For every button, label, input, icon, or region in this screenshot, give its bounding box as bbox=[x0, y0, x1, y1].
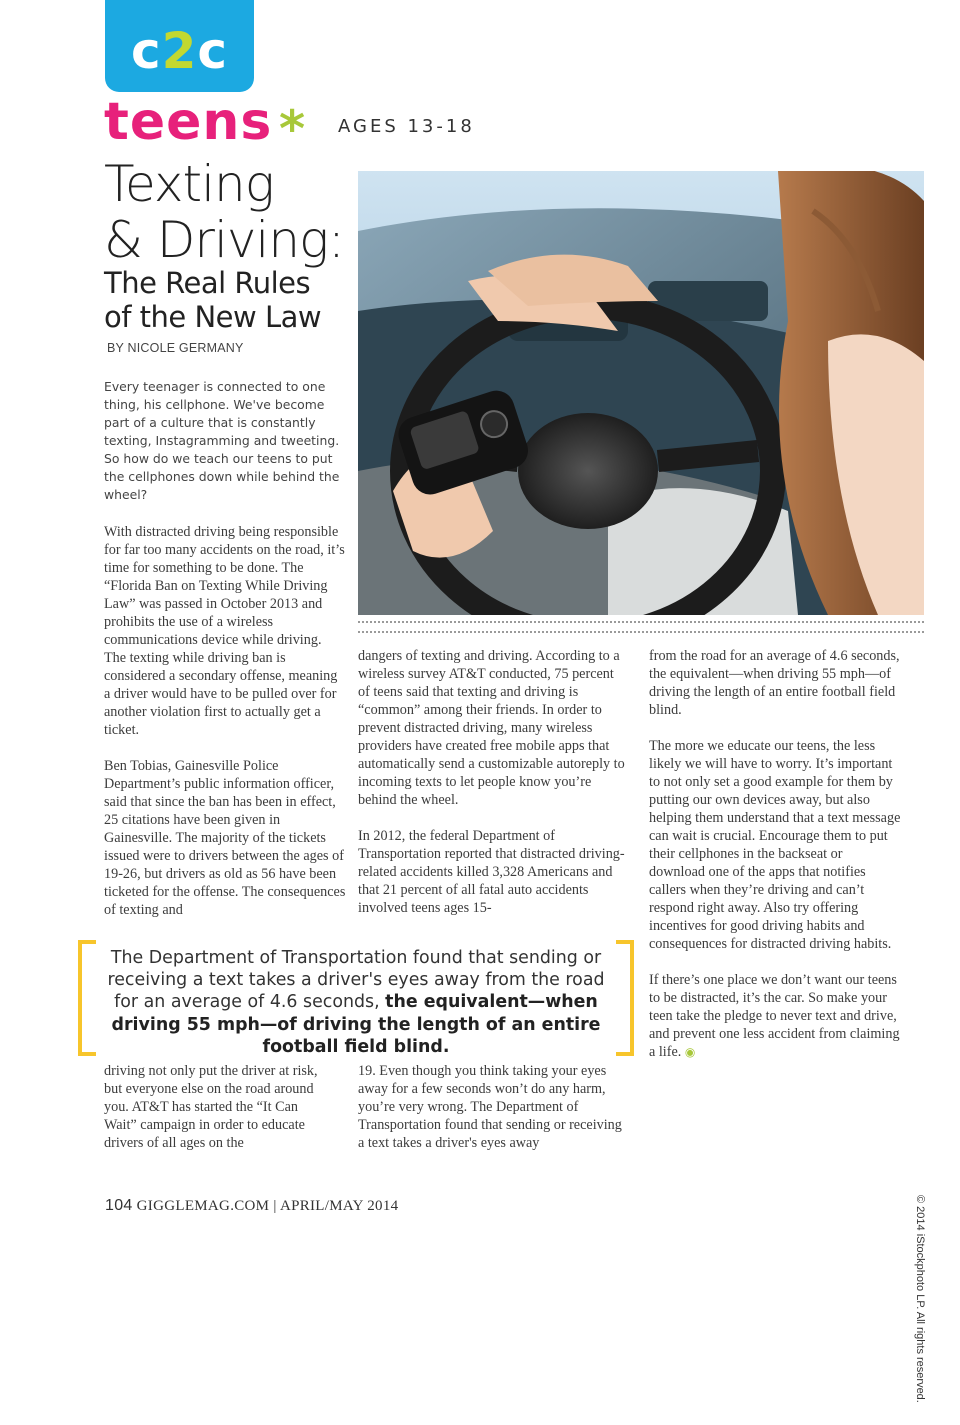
paragraph: If there’s one place we don’t want our teens to be distracted, it’s the car. So make your teen take the pledge to never text and drive, and prevent one less accident from claiming a life. ◉ bbox=[649, 972, 900, 1060]
pull-quote-text: The Department of Transportation found that sending or receiving a text takes a driver's eyes away from the road for an average of 4.6 seconds, the equivalent—when driving 55 mph—of driving the length of an entire football field blind. bbox=[107, 948, 605, 1057]
paragraph: The more we educate our teens, the less likely we will have to worry. It’s important to not only set a good example for them by putting our own devices away, but also helping them understand that a text message can wait is crucial. Encourage them to put their cellphones in the backseat or download one of the apps that notifies callers when they’re driving and can’t respond right away. Also try offering incentives for good driving habits and consequences for distracted driving habits. bbox=[649, 738, 901, 952]
paragraph: In 2012, the federal Department of Transportation reported that distracted driving-related accidents killed 3,328 Americans and that 21 percent of all fatal auto accidents involved teens ages 15- bbox=[358, 828, 625, 916]
paragraph: from the road for an average of 4.6 seconds, the equivalent—when driving 55 mph—of driving the length of an entire football field blind. bbox=[649, 648, 900, 718]
footer-separator: | bbox=[273, 1198, 277, 1214]
section-name: teens bbox=[104, 92, 273, 152]
column-2-bottom bbox=[358, 1062, 626, 1170]
paragraph: 19. Even though you think taking your eyes away for a few seconds won’t do any harm, you’re very wrong. The Department of Transportation found that sending or receiving a text takes a driver's eyes away bbox=[358, 1063, 622, 1151]
intro-paragraph: Every teenager is connected to one thing, his cellphone. We've become part of a culture that is constantly texting, Instagramming and tweeting. So how do we teach our teens to put the cellphones down while behind the wheel? bbox=[104, 379, 340, 502]
asterisk-icon: * bbox=[279, 100, 306, 158]
section-badge-text: c2c bbox=[130, 22, 229, 80]
column-2-top bbox=[358, 647, 626, 935]
subheadline: The Real Rules of the New Law bbox=[104, 266, 322, 334]
pull-quote bbox=[78, 940, 634, 1057]
paragraph: Ben Tobias, Gainesville Police Department’s public information officer, said that since the ban has been in effect, 25 citations have been given in Gainesville. The majority of the tickets issued were to drivers between the ages of 19-26, but drivers as old as 56 have been ticketed for the offense. The consequences of texting and bbox=[104, 758, 346, 918]
page-footer bbox=[105, 1197, 398, 1215]
page-number: 104 bbox=[105, 1197, 133, 1214]
hero-photo bbox=[358, 171, 924, 615]
column-1-top bbox=[104, 523, 346, 937]
teen-texting-while-driving-illustration bbox=[358, 171, 924, 615]
issue-date: APRIL/MAY 2014 bbox=[279, 1198, 399, 1214]
column-3 bbox=[649, 647, 901, 1079]
paragraph: driving not only put the driver at risk, but everyone else on the road around you. AT&T has started the “It Can Wait” campaign in order to educate drivers of all ages on the bbox=[104, 1063, 318, 1151]
paragraph: dangers of texting and driving. According to a wireless survey AT&T conducted, 75 percent of teens said that texting and driving is “common” among their friends. In order to prevent distracted driving, many wireless providers have created free mobile apps that automatically send a customizable autoreply to incoming texts to let people know you’re behind the wheel. bbox=[358, 648, 625, 808]
site-name: GIGGLEMAG.COM bbox=[136, 1198, 270, 1214]
divider bbox=[358, 621, 924, 623]
age-range: AGES 13-18 bbox=[338, 116, 475, 137]
photo-credit: © 2014 iStockphoto LP. All rights reserved. bbox=[914, 1195, 926, 1403]
divider bbox=[358, 631, 924, 633]
byline: BY NICOLE GERMANY bbox=[107, 341, 244, 355]
bracket-right bbox=[616, 940, 634, 1056]
headline: Texting & Driving: bbox=[104, 155, 344, 269]
bracket-left bbox=[78, 940, 96, 1056]
column-1-bottom bbox=[104, 1062, 326, 1170]
paragraph: With distracted driving being responsible for far too many accidents on the road, it’s time for something to be done. The “Florida Ban on Texting While Driving Law” was passed in October 2013 and prohibits the use of a wireless communications device while driving. The texting while driving ban is considered a secondary offense, meaning a driver would have to be pulled over for another violation first to actually get a ticket. bbox=[104, 524, 345, 738]
end-mark-icon: ◉ bbox=[684, 1045, 696, 1059]
section-badge bbox=[105, 0, 254, 92]
